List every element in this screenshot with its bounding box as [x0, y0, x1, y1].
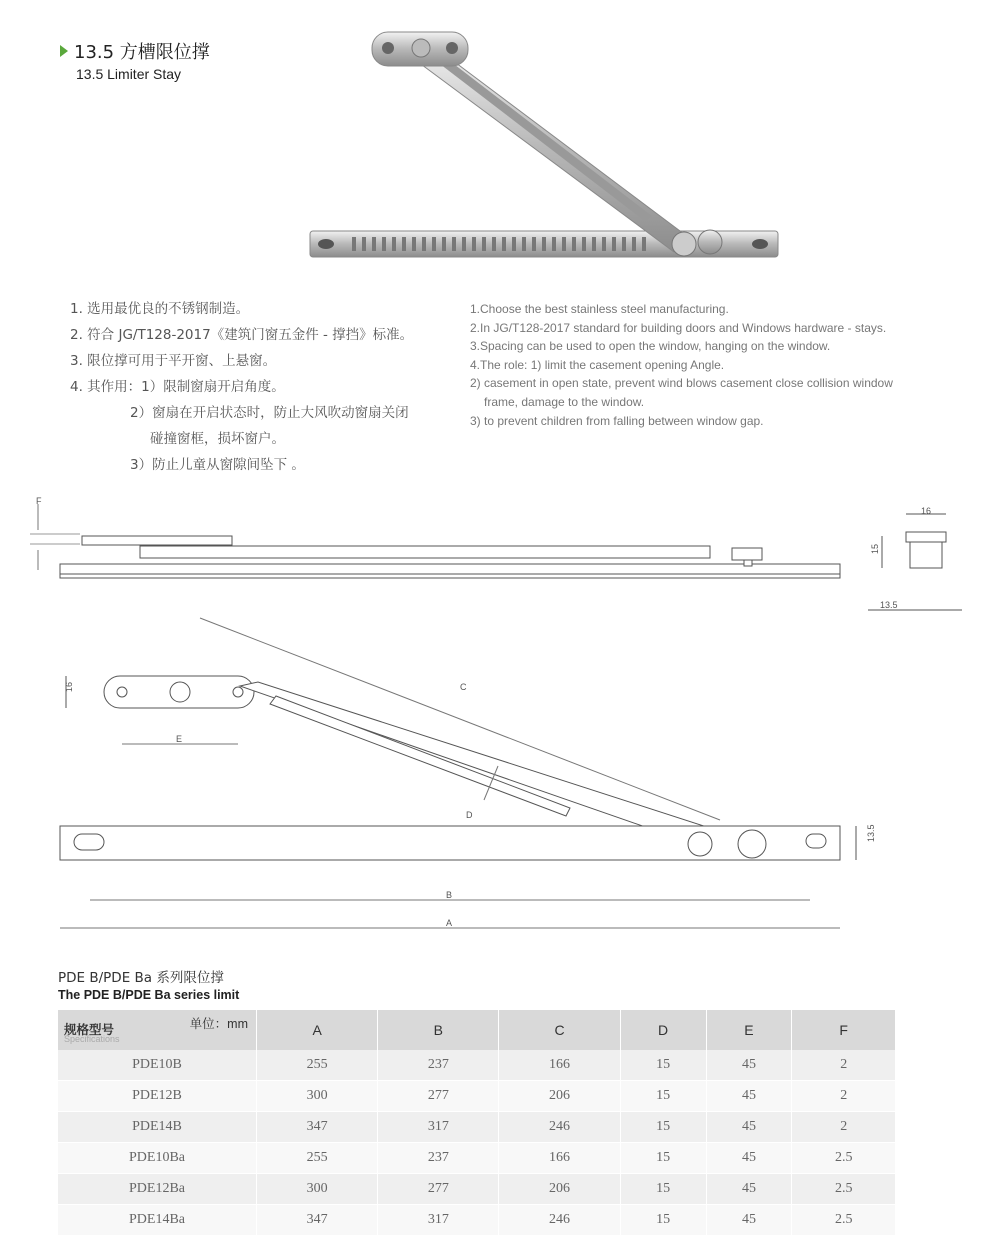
- header-corner: [58, 1010, 257, 1050]
- feature-zh-5: 2）窗扇在开启状态时，防止大风吹动窗扇关闭: [130, 405, 409, 421]
- feature-en-4: 4.The role: 1) limit the casement opening Angle.: [470, 357, 725, 372]
- model-cell: PDE14B: [58, 1112, 257, 1143]
- table-cell: 255: [257, 1143, 378, 1174]
- column-header-d: D: [620, 1010, 706, 1050]
- series-title-zh: PDE B/PDE Ba 系列限位撑: [58, 970, 224, 986]
- table-row: [58, 1205, 896, 1236]
- table-cell: 246: [499, 1112, 620, 1143]
- table-cell: 166: [499, 1143, 620, 1174]
- dim-label-13-5-bottom: 13.5: [880, 600, 898, 610]
- triangle-bullet-icon: [60, 45, 68, 57]
- table-cell: 15: [620, 1174, 706, 1205]
- dim-label-13-5-right: 13.5: [866, 824, 876, 842]
- table-cell: 300: [257, 1081, 378, 1112]
- end-view: [868, 506, 962, 610]
- table-cell: 206: [499, 1081, 620, 1112]
- feature-zh-7: 3）防止儿童从窗隙间坠下 。: [130, 457, 305, 473]
- section-title-zh: 13.5 方槽限位撑: [74, 42, 210, 63]
- table-cell: 166: [499, 1050, 620, 1081]
- table-cell: 15: [620, 1112, 706, 1143]
- table-cell: 237: [378, 1050, 499, 1081]
- model-cell: PDE14Ba: [58, 1205, 257, 1236]
- table-cell: 45: [706, 1174, 792, 1205]
- table-cell: 237: [378, 1143, 499, 1174]
- table-cell: 45: [706, 1143, 792, 1174]
- series-header: [58, 966, 239, 1002]
- table-header-row: [58, 1010, 896, 1050]
- table-cell: 15: [620, 1050, 706, 1081]
- model-cell: PDE10B: [58, 1050, 257, 1081]
- plan-view: [60, 618, 876, 928]
- table-cell: 45: [706, 1050, 792, 1081]
- unit-label: 单位：mm: [189, 1017, 248, 1031]
- table-cell: 317: [378, 1205, 499, 1236]
- table-cell: 2: [792, 1050, 896, 1081]
- table-cell: 246: [499, 1205, 620, 1236]
- table-cell: 2: [792, 1112, 896, 1143]
- table-cell: 15: [620, 1143, 706, 1174]
- section-title-en: 13.5 Limiter Stay: [76, 66, 182, 82]
- column-header-f: F: [792, 1010, 896, 1050]
- column-header-c: C: [499, 1010, 620, 1050]
- table-cell: 2.5: [792, 1143, 896, 1174]
- table-cell: 2.5: [792, 1174, 896, 1205]
- dim-label-f: F: [36, 496, 42, 506]
- product-photo: [300, 20, 790, 270]
- dim-label-15: 15: [870, 543, 880, 554]
- table-cell: 15: [620, 1205, 706, 1236]
- table-cell: 300: [257, 1174, 378, 1205]
- model-cell: PDE12Ba: [58, 1174, 257, 1205]
- table-row: [58, 1143, 896, 1174]
- dim-label-16-left: 16: [64, 681, 74, 692]
- table-cell: 2.5: [792, 1205, 896, 1236]
- table-row: [58, 1174, 896, 1205]
- features-list-zh: [70, 296, 413, 478]
- technical-drawing: [0, 490, 1000, 940]
- model-cell: PDE12B: [58, 1081, 257, 1112]
- spec-label-en: Specifications: [64, 1034, 120, 1044]
- feature-zh-4: 4. 其作用：1）限制窗扇开启角度。: [70, 379, 285, 395]
- table-cell: 45: [706, 1205, 792, 1236]
- dim-label-e: E: [176, 734, 183, 744]
- feature-en-5: 2) casement in open state, prevent wind blows casement close collision window: [470, 376, 893, 391]
- side-view: [30, 496, 840, 578]
- feature-zh-6: 碰撞窗框，损坏窗户。: [150, 431, 285, 447]
- dim-label-d: D: [466, 810, 473, 820]
- table-cell: 277: [378, 1174, 499, 1205]
- column-header-e: E: [706, 1010, 792, 1050]
- feature-en-7: 3) to prevent children from falling between window gap.: [470, 413, 764, 428]
- column-header-b: B: [378, 1010, 499, 1050]
- table-row: [58, 1050, 896, 1081]
- table-cell: 347: [257, 1205, 378, 1236]
- table-cell: 277: [378, 1081, 499, 1112]
- table-cell: 206: [499, 1174, 620, 1205]
- series-title-en: The PDE B/PDE Ba series limit: [58, 988, 240, 1002]
- feature-zh-3: 3. 限位撑可用于平开窗、上悬窗。: [70, 353, 277, 369]
- feature-zh-2: 2. 符合 JG/T128-2017《建筑门窗五金件 - 撑挡》标准。: [70, 327, 414, 343]
- spec-table: [58, 1010, 896, 1236]
- dim-label-16-top: 16: [920, 506, 932, 516]
- feature-en-1: 1.Choose the best stainless steel manufacturing.: [470, 302, 729, 316]
- dim-label-a: A: [446, 918, 453, 928]
- table-cell: 45: [706, 1081, 792, 1112]
- table-row: [58, 1081, 896, 1112]
- table-cell: 255: [257, 1050, 378, 1081]
- spec-label-zh: 规格型号: [64, 1023, 115, 1037]
- feature-zh-1: 1. 选用最优良的不锈钢制造。: [70, 301, 250, 317]
- dim-label-c: C: [460, 682, 467, 692]
- table-cell: 45: [706, 1112, 792, 1143]
- column-header-a: A: [257, 1010, 378, 1050]
- table-cell: 2: [792, 1081, 896, 1112]
- table-row: [58, 1112, 896, 1143]
- section-header: [60, 38, 210, 82]
- dim-label-b: B: [446, 890, 453, 900]
- table-cell: 347: [257, 1112, 378, 1143]
- feature-en-3: 3.Spacing can be used to open the window, hanging on the window.: [470, 339, 831, 354]
- features-list-en: [470, 300, 893, 430]
- model-cell: PDE10Ba: [58, 1143, 257, 1174]
- table-cell: 317: [378, 1112, 499, 1143]
- table-cell: 15: [620, 1081, 706, 1112]
- feature-en-2: 2.In JG/T128-2017 standard for building doors and Windows hardware - stays.: [470, 320, 887, 335]
- feature-en-6: frame, damage to the window.: [484, 394, 645, 409]
